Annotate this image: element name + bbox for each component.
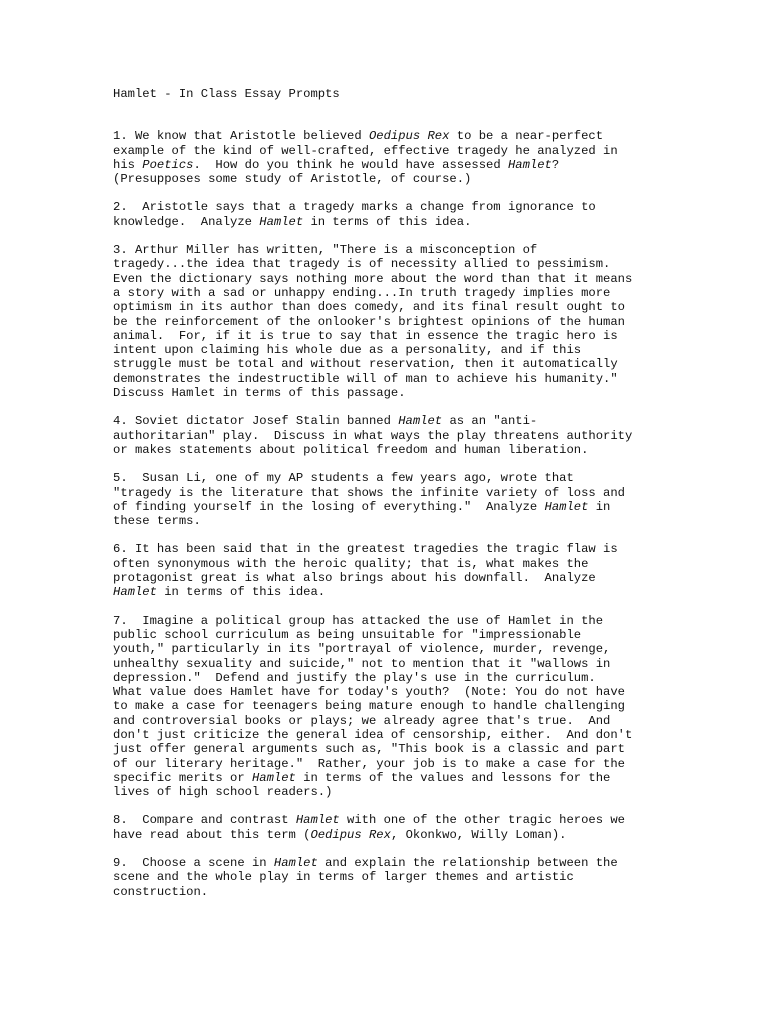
prompt-line (113, 257, 673, 271)
prompt-text: struggle must be total and without reservation, then it automatically (113, 357, 618, 372)
prompt-line (113, 685, 673, 699)
prompt-text: protagonist great is what also brings about his downfall. Analyze (113, 571, 596, 586)
essay-prompt-2 (113, 200, 673, 229)
prompt-line (113, 300, 673, 314)
prompt-line (113, 542, 673, 556)
prompt-line (113, 215, 673, 229)
prompt-line (113, 657, 673, 671)
essay-prompt-1 (113, 129, 673, 186)
prompt-text: 2. Aristotle says that a tragedy marks a change from ignorance to (113, 200, 596, 215)
prompt-text: these terms. (113, 514, 201, 529)
italic-title-text: Hamlet (113, 585, 157, 600)
prompt-text: intent upon claiming his whole due as a personality, and if this (113, 343, 582, 358)
prompt-line (113, 386, 673, 400)
essay-prompt-4 (113, 414, 673, 457)
prompt-line (113, 272, 673, 286)
prompt-text: ? (551, 157, 560, 172)
prompt-text: authoritarian" play. Discuss in what ways the play threatens authority (113, 428, 633, 443)
prompt-text: in (588, 499, 611, 514)
prompt-line (113, 628, 673, 642)
prompt-text: knowledge. Analyze (113, 214, 260, 229)
document-title: Hamlet - In Class Essay Prompts (113, 87, 340, 101)
essay-prompt-3 (113, 243, 673, 400)
italic-title-text: Hamlet (544, 499, 589, 514)
prompt-text: unhealthy sexuality and suicide," not to mention that it "wallows in (113, 656, 611, 671)
prompt-line (113, 286, 673, 300)
prompt-line (113, 828, 673, 842)
essay-prompt-8 (113, 813, 673, 842)
essay-prompt-5 (113, 471, 673, 528)
prompt-text: public school curriculum as being unsuitable for "impressionable (113, 627, 582, 642)
prompt-line (113, 158, 673, 172)
prompt-text: be the reinforcement of the onlooker's brightest opinions of the human (113, 314, 625, 329)
prompt-line (113, 329, 673, 343)
prompt-text: tragedy...the idea that tragedy is of necessity allied to pessimism. (113, 257, 611, 272)
prompt-text: of our literary heritage." Rather, your job is to make a case for the (113, 756, 625, 771)
prompt-line (113, 172, 673, 186)
prompt-line (113, 742, 673, 756)
prompt-text: in terms of the values and lessons for the (295, 770, 611, 785)
prompt-line (113, 500, 673, 514)
prompt-line (113, 856, 673, 870)
essay-prompt-9 (113, 856, 673, 899)
italic-title-text: Hamlet (251, 770, 296, 785)
prompt-line (113, 870, 673, 884)
prompt-line (113, 785, 673, 799)
prompt-line (113, 728, 673, 742)
prompt-line (113, 443, 673, 457)
prompt-text: 9. Choose a scene in (113, 856, 274, 871)
prompt-line (113, 642, 673, 656)
essay-prompt-6 (113, 542, 673, 599)
essay-prompt-7 (113, 614, 673, 800)
prompt-text: 8. Compare and contrast (113, 813, 296, 828)
prompt-text: (Presupposes some study of Aristotle, of course.) (113, 172, 472, 187)
prompt-text: demonstrates the indestructible will of man to achieve his humanity." (113, 371, 618, 386)
prompt-text: 5. Susan Li, one of my AP students a few years ago, wrote that (113, 471, 574, 486)
italic-title-text: Poetics (142, 157, 194, 172)
prompt-text: with one of the other tragic heroes we (339, 813, 625, 828)
italic-title-text: Oedipus Rex (368, 129, 450, 144)
prompt-text: don't just criticize the general idea of censorship, either. And don't (113, 727, 633, 742)
prompt-line (113, 757, 673, 771)
prompt-text: to be a near-perfect (449, 129, 604, 144)
prompt-text: 3. Arthur Miller has written, "There is a misconception of (113, 243, 538, 258)
prompt-line (113, 414, 673, 428)
prompt-text: in terms of this idea. (156, 585, 326, 600)
prompt-text: just offer general arguments such as, "This book is a classic and part (113, 742, 625, 757)
italic-title-text: Hamlet (295, 813, 340, 828)
prompt-line (113, 486, 673, 500)
prompt-line (113, 671, 673, 685)
prompt-text: or makes statements about political freedom and human liberation. (113, 442, 589, 457)
prompt-text: construction. (113, 884, 209, 899)
prompt-line (113, 699, 673, 713)
italic-title-text: Hamlet (398, 414, 443, 429)
prompt-text: and controversial books or plays; we already agree that's true. And (113, 713, 611, 728)
prompt-line (113, 357, 673, 371)
prompt-text: animal. For, if it is true to say that in essence the tragic hero is (113, 328, 618, 343)
prompt-text: example of the kind of well-crafted, effective tragedy he analyzed in (113, 143, 618, 158)
prompt-text: a story with a sad or unhappy ending...In truth tragedy implies more (113, 285, 611, 300)
prompt-line (113, 771, 673, 785)
italic-title-text: Hamlet (507, 157, 552, 172)
italic-title-text: Oedipus Rex (310, 827, 391, 842)
prompt-text: Even the dictionary says nothing more about the word than that it means (113, 271, 633, 286)
prompt-text: 6. It has been said that in the greatest tragedies the tragic flaw is (113, 542, 618, 557)
prompt-line (113, 200, 673, 214)
italic-title-text: Hamlet (273, 856, 318, 871)
prompt-line (113, 471, 673, 485)
prompt-text: . How do you think he would have assessed (193, 157, 508, 172)
prompt-text: , Okonkwo, Willy Loman). (390, 827, 567, 842)
prompt-text: as an "anti- (442, 414, 538, 429)
prompt-line (113, 714, 673, 728)
prompt-line (113, 372, 673, 386)
prompt-line (113, 813, 673, 827)
prompt-text: and explain the relationship between the (317, 856, 618, 871)
prompt-text: to make a case for teenagers being mature enough to handle challenging (113, 699, 625, 714)
prompt-line (113, 315, 673, 329)
italic-title-text: Hamlet (259, 214, 304, 229)
prompt-text: "tragedy is the literature that shows the infinite variety of loss and (113, 485, 625, 500)
prompt-line (113, 429, 673, 443)
prompt-text: Discuss Hamlet in terms of this passage. (113, 386, 406, 401)
prompt-text: What value does Hamlet have for today's youth? (Note: You do not have (113, 685, 625, 700)
prompt-line (113, 585, 673, 599)
prompt-line (113, 514, 673, 528)
prompt-text: specific merits or (113, 770, 252, 785)
prompt-text: lives of high school readers.) (113, 785, 333, 800)
prompt-text: have read about this term ( (113, 827, 311, 842)
document-body (113, 87, 673, 913)
prompt-line (113, 144, 673, 158)
prompt-line (113, 243, 673, 257)
prompt-text: youth," particularly in its "portrayal of violence, murder, revenge, (113, 642, 611, 657)
prompt-text: often synonymous with the heroic quality; that is, what makes the (113, 556, 589, 571)
prompt-text: depression." Defend and justify the play's use in the curriculum. (113, 670, 596, 685)
prompt-text: his (113, 157, 143, 172)
prompt-line (113, 885, 673, 899)
prompt-text: 4. Soviet dictator Josef Stalin banned (113, 414, 399, 429)
prompt-text: optimism in its author than does comedy, and its final result ought to (113, 300, 625, 315)
prompt-line (113, 571, 673, 585)
prompt-line (113, 129, 673, 143)
prompt-line (113, 614, 673, 628)
prompt-list (113, 129, 673, 899)
prompt-line (113, 557, 673, 571)
prompt-text: in terms of this idea. (303, 214, 472, 229)
prompt-text: scene and the whole play in terms of larger themes and artistic (113, 870, 574, 885)
prompt-text: 7. Imagine a political group has attacked the use of Hamlet in the (113, 613, 604, 628)
prompt-text: 1. We know that Aristotle believed (113, 129, 369, 144)
prompt-line (113, 343, 673, 357)
prompt-text: of finding yourself in the losing of everything." Analyze (113, 499, 545, 514)
